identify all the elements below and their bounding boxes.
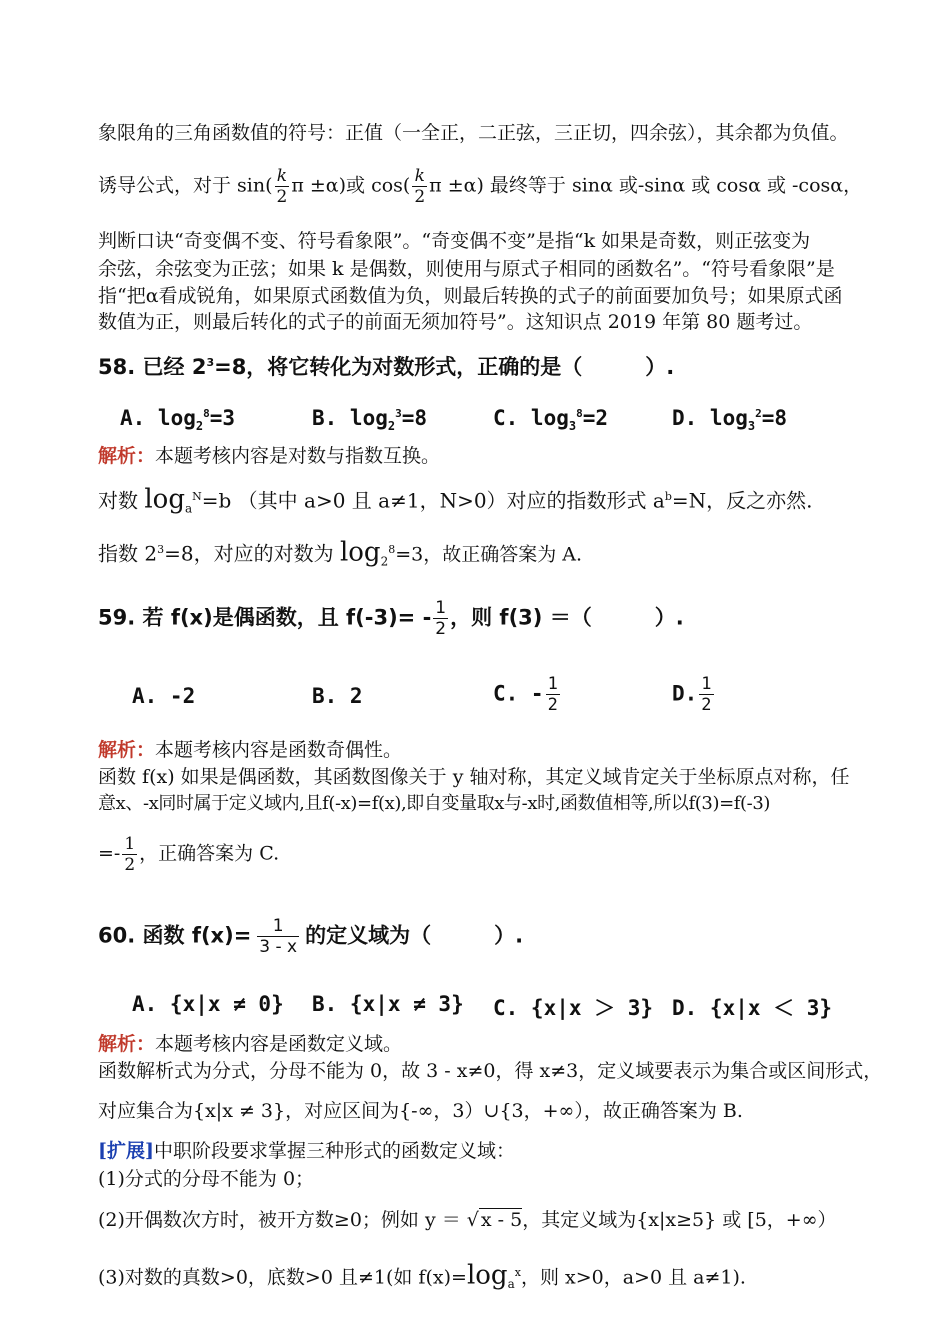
q58-explanation-line-1: 对数 $\log_a^N=b$ （其中 a>0 且 a≠1，N>0）对应的指数形式 $a^b=N$，反之亦然. bbox=[98, 484, 813, 516]
q60-analysis: 解析：本题考核内容是函数定义域。 bbox=[98, 1033, 403, 1055]
q59-option-a: A. -2 bbox=[132, 684, 196, 708]
q58-explanation-line-2: 指数 $2^3=8$，对应的对数为 $\log_2^8=3$，故正确答案为 A. bbox=[98, 537, 583, 569]
radicand: x - 5 bbox=[480, 1209, 523, 1231]
q60-extension-item-2: (2)开偶数次方时，被开方数≥0；例如 y ＝ √ x - 5，其定义域为{x|x≥5} 或 [5，+∞） bbox=[98, 1209, 837, 1231]
q59-option-c: C. - $\frac{1}{2}$ bbox=[493, 674, 558, 715]
q58-option-b: B. $\log_2^3=8$ bbox=[312, 406, 428, 434]
q59-explanation-line-2: 意x、-x同时属于定义域内,且f(-x)=f(x),即自变量取x与-x时,函数值相等,所以f(3)=f(-3) bbox=[98, 793, 771, 814]
q58-analysis: 解析：本题考核内容是对数与指数互换。 bbox=[98, 445, 441, 467]
q60-extension-item-3: (3)对数的真数>0，底数>0 且≠1(如 $f(x)=\log_a^x$，则 x>0，a>0 且 a≠1). bbox=[98, 1260, 746, 1292]
intro-line-2: 诱导公式，对于 sin( $\frac{k}{2}$ π ±α)或 cos( $\frac{k}{2}$ π ±α) 最终等于 sinα 或-sinα 或 cosα 或 -cosα， bbox=[98, 166, 863, 207]
analysis-label: 解析： bbox=[98, 1033, 156, 1055]
q58-option-a: A. $\log_2^8=3$ bbox=[120, 406, 236, 434]
q60-option-b: B. {x|x ≠ 3} bbox=[312, 992, 464, 1016]
intro-line-6: 数值为正，则最后转化的式子的前面无须加符号”。这知识点 2019 年第 80 题考过。 bbox=[98, 311, 813, 333]
q59-analysis: 解析：本题考核内容是函数奇偶性。 bbox=[98, 739, 403, 761]
q58-option-c: C. $\log_3^8=2$ bbox=[493, 406, 609, 434]
intro-line-5: 指“把α看成锐角，如果原式函数值为负，则最后转换的式子的前面要加负号；如果原式函 bbox=[98, 285, 843, 307]
q60-option-c: C. {x|x ＞ 3} bbox=[493, 996, 654, 1020]
question-58-title: 58. 已经 $2^3=8$，将它转化为对数形式，正确的是（ ）. bbox=[98, 355, 675, 379]
q59-option-b: B. 2 bbox=[312, 684, 363, 708]
fraction-k-over-2: $\frac{k}{2}$ bbox=[276, 166, 288, 207]
q59-option-d: D. $\frac{1}{2}$ bbox=[672, 674, 712, 715]
question-60-title: 60. 函数 f(x)= $\frac{1}{3 - x}$ 的定义域为（ ）. bbox=[98, 916, 524, 957]
intro-line-3: 判断口诀“奇变偶不变、符号看象限”。“奇变偶不变”是指“k 如果是奇数，则正弦变为 bbox=[98, 230, 811, 252]
intro-line-4: 余弦，余弦变为正弦；如果 k 是偶数，则使用与原式子相同的函数名”。“符号看象限”是 bbox=[98, 258, 835, 280]
question-59-title: 59. 若 f(x)是偶函数，且 f(-3)= - $\frac{1}{2}$ ，则 f(3) ＝（ ）. bbox=[98, 598, 684, 639]
fraction-k-over-2: $\frac{k}{2}$ bbox=[414, 166, 426, 207]
intro-line-1: 象限角的三角函数值的符号：正值（一全正，二正弦，三正切，四余弦），其余都为负值。 bbox=[98, 122, 849, 144]
extension-label: [扩展] bbox=[98, 1140, 154, 1162]
q60-extension-item-1: (1)分式的分母不能为 0； bbox=[98, 1168, 315, 1190]
q59-explanation-line-1: 函数 f(x) 如果是偶函数，其函数图像关于 y 轴对称，其定义域肯定关于坐标原点对称，任 bbox=[98, 766, 850, 788]
q58-option-d: D. $\log_3^2=8$ bbox=[672, 406, 788, 434]
q59-explanation-line-3: =- $\frac{1}{2}$ ，正确答案为 C. bbox=[98, 834, 280, 875]
q60-explanation-line-2: 对应集合为{x|x ≠ 3}，对应区间为{-∞，3）∪{3，+∞），故正确答案为 B. bbox=[98, 1100, 743, 1122]
q60-option-a: A. {x|x ≠ 0} bbox=[132, 992, 284, 1016]
analysis-label: 解析： bbox=[98, 739, 156, 761]
q60-extension: [扩展]中职阶段要求掌握三种形式的函数定义域： bbox=[98, 1140, 515, 1162]
analysis-label: 解析： bbox=[98, 445, 156, 467]
q60-explanation-line-1: 函数解析式为分式，分母不能为 0，故 3 - x≠0，得 x≠3，定义域要表示为集合或区间形式， bbox=[98, 1060, 883, 1082]
q60-option-d: D. {x|x ＜ 3} bbox=[672, 996, 833, 1020]
